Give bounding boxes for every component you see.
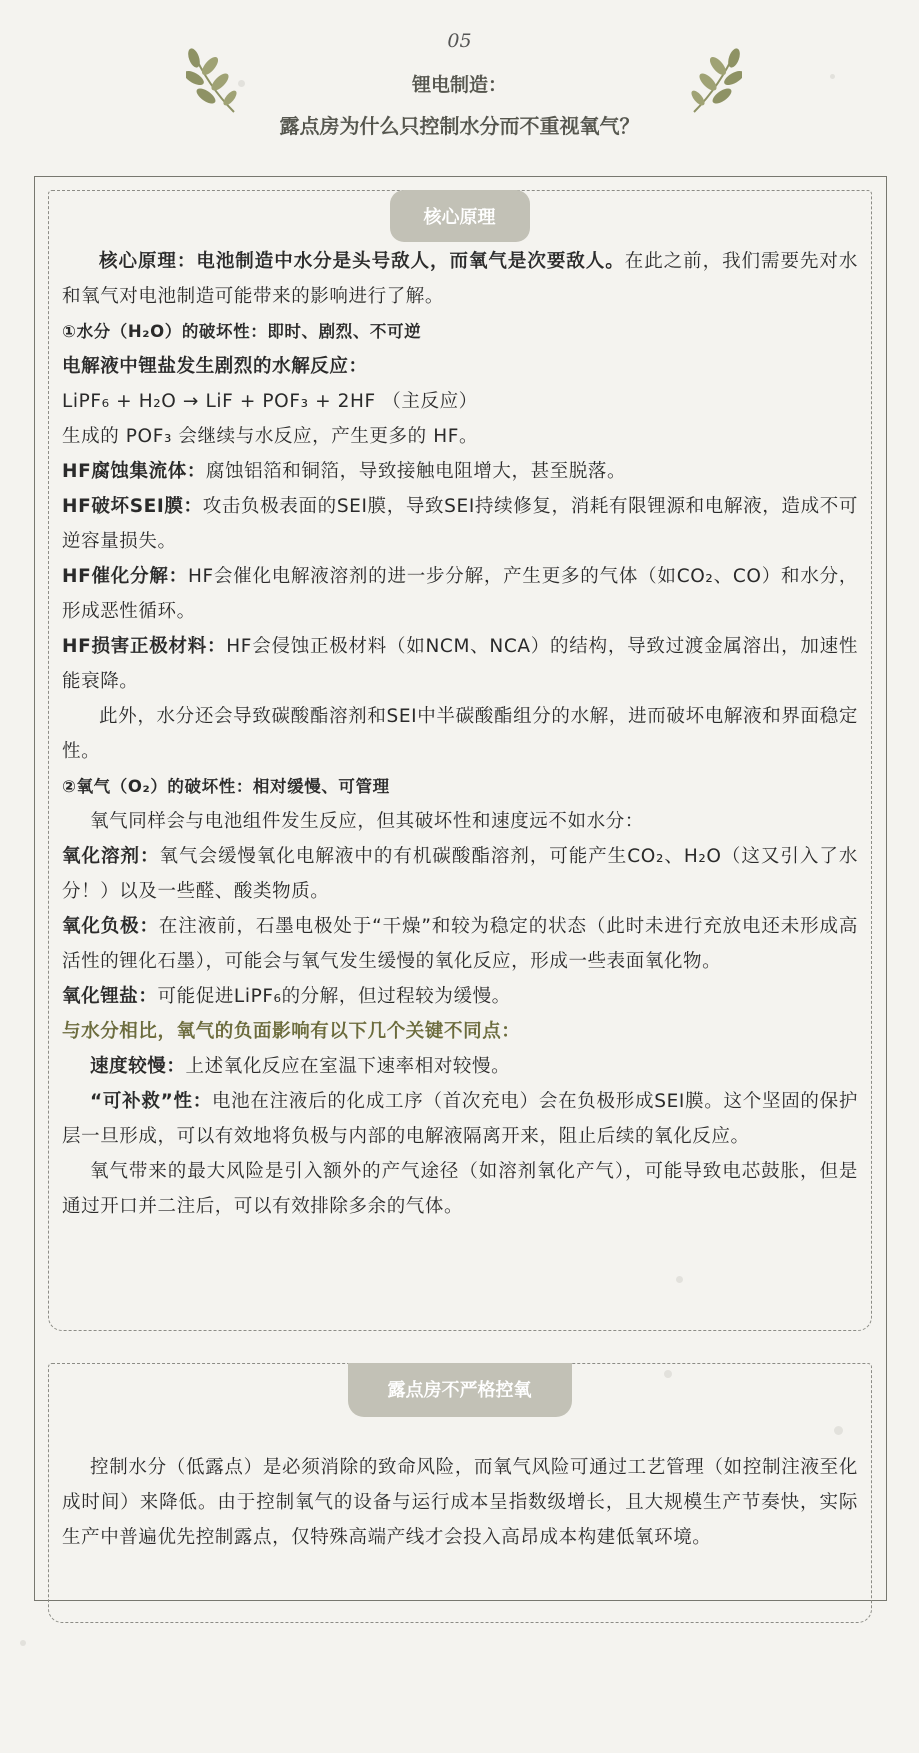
reaction-heading: 电解液中锂盐发生剧烈的水解反应：: [62, 356, 368, 377]
recover-item-label: “可补救”性：: [90, 1091, 212, 1112]
oxygen-item-2-label: 氧化负极：: [62, 916, 159, 937]
background-speck: [20, 1640, 26, 1646]
oxygen-intro: 氧气同样会与电池组件发生反应，但其破坏性和速度远不如水分：: [90, 811, 644, 832]
intro-paragraph: [62, 244, 858, 314]
core-principle-content: [62, 244, 858, 1224]
hf-item-2: [62, 489, 858, 559]
hf-item-3-text: HF会催化电解液溶剂的进一步分解，产生更多的气体（如CO₂、CO）和水分，形成恶性循环。: [62, 566, 858, 622]
dew-point-paragraph: 控制水分（低露点）是必须消除的致命风险，而氧气风险可通过工艺管理（如控制注液至化成时间）来降低。由于控制氧气的设备与运行成本呈指数级增长，且大规模生产节奏快，实际生产中普遍优先控制露点，仅特殊高端产线才会投入高昂成本构建低氧环境。: [62, 1457, 858, 1548]
oxygen-item-2-text: 在注液前，石墨电极处于“干燥”和较为稳定的状态（此时未进行充放电还未形成高活性的锂化石墨），可能会与氧气发生缓慢的氧化反应，形成一些表面氧化物。: [62, 916, 858, 972]
pof3-line: 生成的 POF₃ 会继续与水反应，产生更多的 HF。: [62, 426, 479, 447]
hf-item-4-text: HF会侵蚀正极材料（如NCM、NCA）的结构，导致过渡金属溶出，加速性能衰降。: [62, 636, 858, 692]
oxygen-item-1-label: 氧化溶剂：: [62, 846, 160, 867]
title-line-1: 锂电制造：: [411, 74, 507, 96]
hf-item-1: [62, 454, 858, 489]
oxygen-item-1: [62, 839, 858, 909]
compare-heading: 与水分相比，氧气的负面影响有以下几个关键不同点：: [62, 1021, 521, 1042]
speed-item-text: 上述氧化反应在室温下速率相对较慢。: [185, 1056, 511, 1077]
dew-point-tag: 露点房不严格控氧: [348, 1363, 572, 1417]
hf-item-3: [62, 559, 858, 629]
oxygen-heading: ②氧气（O₂）的破坏性：相对缓慢、可管理: [62, 777, 390, 796]
hf-item-4-label: HF损害正极材料：: [62, 636, 227, 657]
core-principle-tag: 核心原理: [390, 190, 530, 242]
hf-item-4: [62, 629, 858, 699]
oxygen-item-3: [62, 979, 858, 1014]
hf-item-3-label: HF催化分解：: [62, 566, 188, 587]
risk-paragraph: 氧气带来的最大风险是引入额外的产气途径（如溶剂氧化产气），可能导致电芯鼓胀，但是通过开口并二注后，可以有效排除多余的气体。: [62, 1161, 858, 1217]
oxygen-item-3-text: 可能促进LiPF₆的分解，但过程较为缓慢。: [157, 986, 511, 1007]
hf-item-2-label: HF破坏SEI膜：: [62, 496, 203, 517]
recover-item-text: 电池在注液后的化成工序（首次充电）会在负极形成SEI膜。这个坚固的保护层一旦形成，可以有效地将负极与内部的电解液隔离开来，阻止后续的氧化反应。: [62, 1091, 858, 1147]
recover-item: [62, 1084, 858, 1154]
hf-item-2-text: 攻击负极表面的SEI膜，导致SEI持续修复，消耗有限锂源和电解液，造成不可逆容量损失。: [62, 496, 859, 552]
reaction-equation: LiPF₆ + H₂O → LiF + POF₃ + 2HF （主反应）: [62, 391, 478, 412]
oxygen-item-3-label: 氧化锂盐：: [62, 986, 158, 1007]
hf-item-1-text: 腐蚀铝箔和铜箔，导致接触电阻增大，甚至脱落。: [205, 461, 627, 482]
water-heading: ①水分（H₂O）的破坏性：即时、剧烈、不可逆: [62, 322, 422, 341]
oxygen-item-1-text: 氧气会缓慢氧化电解液中的有机碳酸酯溶剂，可能产生CO₂、H₂O（这又引入了水分！）以及一些醛、酸类物质。: [62, 846, 858, 902]
dew-point-content: [62, 1450, 858, 1555]
speed-item: [62, 1049, 858, 1084]
hf-item-1-label: HF腐蚀集流体：: [62, 461, 206, 482]
intro-text: 在此之前，我们需要先对水和氧气对电池制造可能带来的影响进行了解。: [62, 251, 858, 307]
extra-paragraph: 此外，水分还会导致碳酸酯溶剂和SEI中半碳酸酯组分的水解，进而破坏电解液和界面稳定性。: [62, 706, 858, 762]
intro-bold: 核心原理：电池制造中水分是头号敌人，而氧气是次要敌人。: [99, 251, 625, 272]
oxygen-item-2: [62, 909, 858, 979]
title-line-2: 露点房为什么只控制水分而不重视氧气？: [279, 114, 640, 138]
section-number: 05: [447, 30, 472, 52]
speed-item-label: 速度较慢：: [90, 1056, 186, 1077]
